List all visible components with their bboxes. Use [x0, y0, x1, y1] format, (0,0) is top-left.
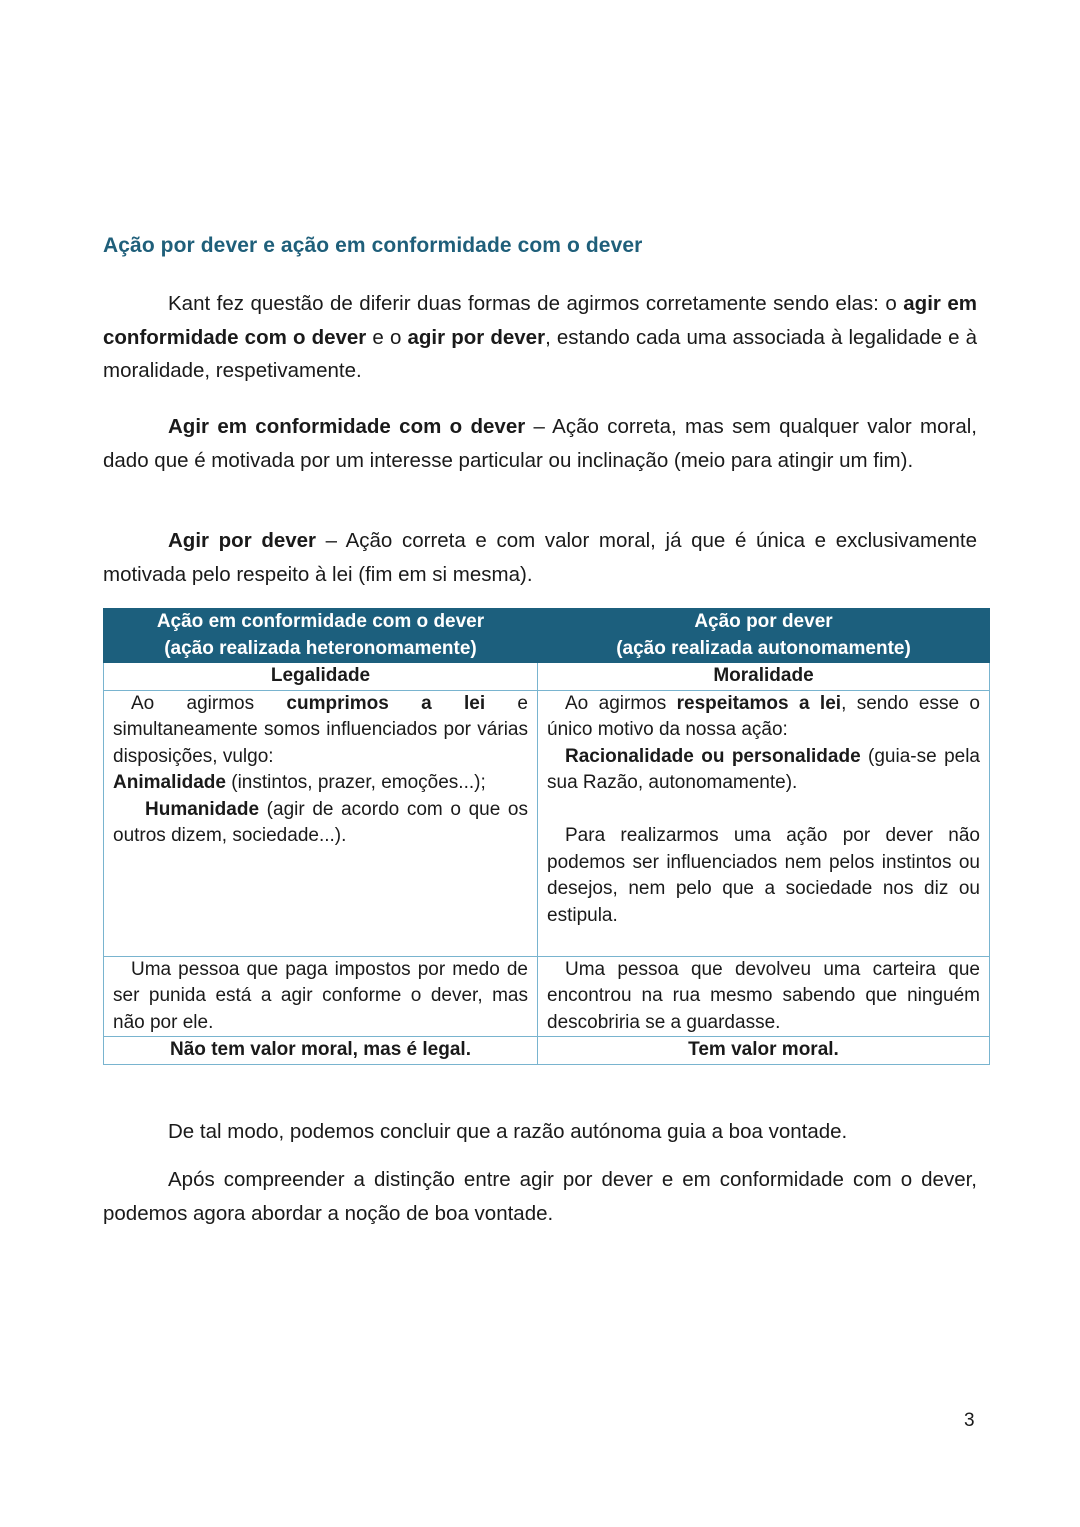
comparison-table [103, 608, 990, 1065]
definition-conformity [103, 410, 977, 477]
intro-bold-2: agir por dever [407, 325, 546, 349]
section-heading: Ação por dever e ação em conformidade com o dever [103, 234, 643, 257]
subheader-morality: Moralidade [538, 663, 990, 691]
conclusion-duty: Tem valor moral. [538, 1037, 990, 1065]
definition-duty-text: – Ação correta e com valor moral, já que é única e exclusivamente motivada pelo respeito à lei (fim em si mesma). [103, 529, 977, 586]
intro-paragraph [103, 287, 977, 388]
page-number: 3 [964, 1410, 975, 1431]
example-duty: Uma pessoa que devolveu uma carteira que encontrou na rua mesmo sabendo que ninguém descobriria se a guardasse. [538, 956, 990, 1037]
table-description-row [104, 690, 990, 956]
closing-paragraph-1: De tal modo, podemos concluir que a razão autónoma guia a boa vontade. [168, 1120, 848, 1143]
subheader-legality: Legalidade [104, 663, 538, 691]
intro-text-1: Kant fez questão de diferir duas formas de agirmos corretamente sendo elas: o [168, 292, 904, 315]
definition-conformity-term: Agir em conformidade com o dever [168, 415, 526, 438]
table-example-row [104, 956, 990, 1037]
intro-bold-1: agir em conformidade com o dever [103, 292, 977, 349]
intro-text-2: e o [366, 325, 408, 349]
conclusion-conformity: Não tem valor moral, mas é legal. [104, 1037, 538, 1065]
header-duty: Ação por dever (ação realizada autonomamente) [538, 609, 990, 663]
example-conformity: Uma pessoa que paga impostos por medo de ser punida está a agir conforme o dever, mas não por ele. [104, 956, 538, 1037]
definition-conformity-text: – Ação correta, mas sem qualquer valor moral, dado que é motivada por um interesse particular ou inclinação (meio para atingir um fim). [103, 415, 977, 472]
header-conformity: Ação em conformidade com o dever (ação realizada heteronomamente) [104, 609, 538, 663]
table-subheader-row [104, 663, 990, 691]
definition-duty-term: Agir por dever [168, 529, 317, 552]
description-conformity: Ao agirmos cumprimos a lei e simultaneamente somos influenciados por várias disposições, vulgo: Animalidade (instintos, prazer, emoções...); Humanidade (agir de acordo com o que os outros dizem, sociedade...). [104, 690, 538, 956]
intro-text-3: , estando cada uma associada à legalidade e à moralidade, respetivamente. [103, 325, 978, 382]
closing-paragraph-2: Após compreender a distinção entre agir por dever e em conformidade com o dever, podemos agora abordar a noção de boa vontade. [103, 1168, 977, 1225]
definition-duty [103, 524, 977, 591]
table-conclusion-row [104, 1037, 990, 1065]
table-header-row [104, 609, 990, 663]
description-duty: Ao agirmos respeitamos a lei, sendo esse o único motivo da nossa ação: Racionalidade ou personalidade (guia-se pela sua Razão, autonomamente). Para realizarmos uma ação por dever não podemos ser influenciados nem pelos instintos ou desejos, nem pelo que a sociedade nos diz ou estipula. [538, 690, 990, 956]
